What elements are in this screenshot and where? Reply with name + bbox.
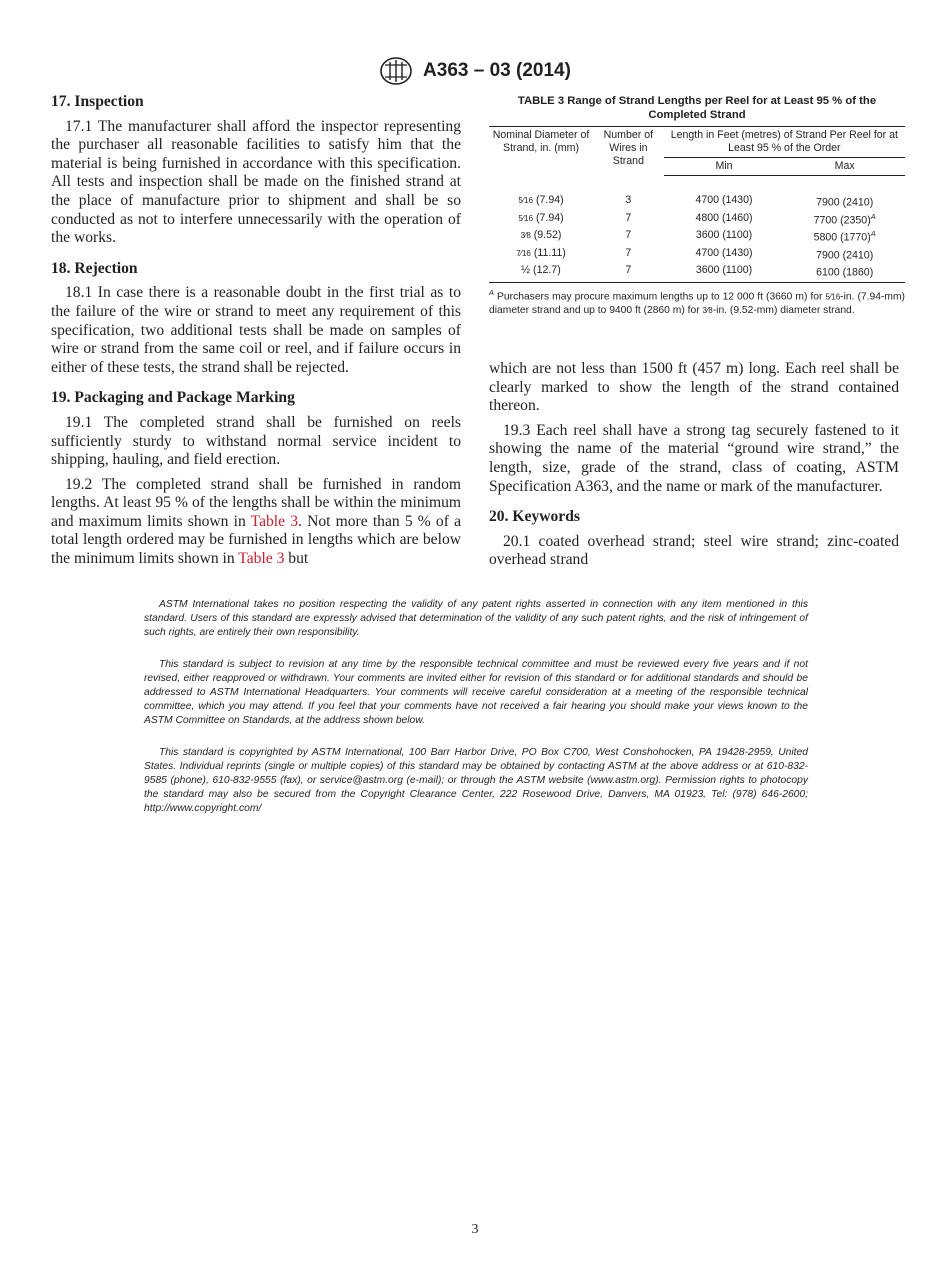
section-heading: 19. Packaging and Package Marking [51,389,295,407]
footer-notes [144,598,808,834]
cell-max [784,210,905,228]
paragraph: 18.1 In case there is a reasonable doubt in the first trial as to the failure of the wire or strand to meet any requirement of this specification, two additional tests shall be made on samples of wire or strand from the same coil or reel, and if failure occurs in either of these tests, the strand shall be rejected. [51,284,461,376]
section-heading: 20. Keywords [489,508,580,526]
section-20 [489,508,899,570]
cell-wires: 7 [625,246,632,259]
cell-diameter [489,245,593,263]
text-run: but [284,550,309,568]
table-caption: TABLE 3 Range of Strand Lengths per Reel for at Least 95 % of the Completed Strand [517,95,877,121]
table-row [489,262,905,282]
diameter-value: (7.94) [533,211,564,224]
fraction: 5⁄16 [518,213,534,223]
text-run: Purchasers may procure maximum lengths up to 12 000 ft (3660 m) for [494,291,826,303]
cell-max [784,245,905,263]
footnote-ref: A [870,229,876,239]
cell-diameter [489,176,593,210]
cell-max [784,227,905,245]
text-run: . Not more than 5 % of a total length ordered may be furnished in lengths which are below the minimum limits shown in [51,512,461,568]
patent-notice: ASTM International takes no position respecting the validity of any patent rights asserted in connection with any item mentioned in this standard. Users of this standard are expressly advised that determination of the validity of any such patent rights, and the risk of infringement of such rights, are entirely their own responsibility. [144,599,808,638]
left-column [51,93,461,581]
cell-wires: 3 [625,194,632,207]
diameter-value: (7.94) [533,194,564,207]
cell-wires: 7 [625,211,632,224]
table-row [489,227,905,245]
cell-diameter [489,210,593,228]
fraction: 5⁄16 [518,196,534,206]
section-17 [51,93,461,248]
paragraph: 20.1 coated overhead strand; steel wire strand; zinc-coated overhead strand [489,532,899,569]
col-header-diameter: Nominal Diameter of Strand, in. (mm) [489,127,593,176]
cell-min: 3600 (1100) [695,229,753,242]
col-header-min: Min [664,158,785,176]
table-3-link[interactable]: Table 3 [250,512,299,530]
cell-diameter [489,262,593,282]
max-value: 5800 (1770) [813,231,871,244]
paragraph: 19.1 The completed strand shall be furnished on reels sufficiently sturdy to withstand normal service incident to shipping, hauling, and field erection. [51,413,461,469]
table-row [489,210,905,228]
cell-wires: 7 [625,229,632,242]
footnote-ref: A [870,211,876,221]
max-value: 6100 (1860) [816,266,874,279]
col-header-max: Max [784,158,905,176]
standard-id: A363 – 03 (2014) [423,60,571,81]
text-run: -in. (7.94-mm) diameter strand and up to 9400 ft (2860 m) for [489,291,905,316]
text-run: -in. (9.52-mm) diameter strand. [712,304,855,316]
table-3-link[interactable]: Table 3 [238,550,285,568]
paragraph-continuation: which are not less than 1500 ft (457 m) long. Each reel shall be clearly marked to show the length of the strand contained thereon. [489,360,899,415]
cell-max [784,176,905,210]
footnote-mark: A [489,287,495,297]
fraction: 5⁄16 [825,292,841,302]
section-19 [51,389,461,568]
cell-min: 4800 (1460) [695,211,753,224]
cell-max [784,262,905,282]
fraction: 7⁄16 [516,248,531,258]
table-footnote [489,286,905,317]
cell-wires: 7 [593,262,664,282]
fraction: ½ [521,264,531,277]
cell-min: 4700 (1430) [695,194,753,207]
cell-min: 4700 (1430) [695,246,753,259]
max-value: 7900 (2410) [816,249,874,262]
col-header-wires: Number of Wires in Strand [593,127,664,176]
section-heading: 17. Inspection [51,93,144,110]
cell-min: 3600 (1100) [664,262,785,282]
max-value: 7700 (2350) [813,214,871,227]
table-row [489,176,905,210]
fraction: 3⁄8 [702,305,713,315]
strand-length-table [489,126,905,283]
col-header-length: Length in Feet (metres) of Strand Per Reel for at Least 95 % of the Order [664,127,905,158]
paragraph [51,476,461,569]
fraction: 3⁄8 [520,231,531,241]
section-18 [51,260,461,378]
table-row [489,245,905,263]
page-number: 3 [471,1222,479,1237]
copyright-notice: This standard is copyrighted by ASTM International, 100 Barr Harbor Drive, PO Box C700, West Conshohocken, PA 19428-2959, United States. Individual reprints (single or multiple copies) of this standard may be obtained by contacting ASTM at the above address or at 610-832-9585 (phone), 610-832-9555 (fax), or service@astm.org (e-mail); or through the ASTM website (www.astm.org). Permission rights to photocopy the standard may also be secured from the Copyright Clearance Center, 222 Rosewood Drive, Danvers, MA 01923, Tel: (978) 646-2600; http://www.copyright.com/ [144,747,808,814]
astm-logo-icon [379,56,413,86]
paragraph: 17.1 The manufacturer shall afford the inspector representing the purchaser all reasonable facilities to satisfy him that the material is being furnished in accordance with this specification. All tests and inspection shall be made on the finished strand at the place of manufacture prior to shipment and shall be so conducted as not to interfere unnecessarily with the operation of the works. [51,117,461,247]
paragraph: 19.3 Each reel shall have a strong tag securely fastened to it showing the name of the material “ground wire strand,” the length, size, grade of the strand, class of coating, ASTM Specification A363, and the name or mark of the manufacturer. [489,421,899,495]
diameter-value: (12.7) [530,264,561,277]
table-3 [489,94,905,317]
diameter-value: (9.52) [530,229,562,242]
diameter-value: (11.11) [530,246,566,259]
text-run: 19.2 The completed strand shall be furnished in random lengths. At least 95 % of the lengths shall be within the minimum and maximum limits shown in [51,475,461,530]
right-column [489,360,899,582]
section-heading: 18. Rejection [51,259,138,277]
cell-diameter [489,227,593,245]
page-header [0,56,950,86]
max-value: 7900 (2410) [816,196,874,209]
revision-notice: This standard is subject to revision at any time by the responsible technical committee and must be reviewed every five years and if not revised, either reapproved or withdrawn. Your comments are invited either for revision of this standard or for additional standards and should be addressed to ASTM International Headquarters. Your comments will receive careful consideration at a meeting of the responsible technical committee, which you may attend. If you feel that your comments have not received a fair hearing you should make your views known to the ASTM Committee on Standards, at the address shown below. [144,659,808,726]
